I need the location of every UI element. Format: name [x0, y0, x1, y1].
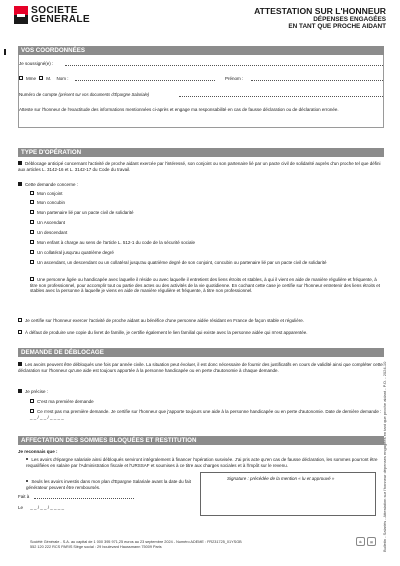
fait-label: Fait à: [18, 494, 30, 499]
margin-mark: [4, 49, 6, 55]
soussigne-field[interactable]: [65, 65, 383, 66]
logo-text-line1: SOCIETE: [31, 5, 78, 16]
soussigne-label: Je soussigné(e) :: [19, 61, 54, 66]
le-label: Le: [18, 505, 24, 510]
mme-checkbox[interactable]: [19, 76, 23, 80]
deblocage-desc: Les avoirs peuvent être débloqués une fois par année civile. La situation peut évoluer, il est donc nécessaire de fournir des justificatifs en cours de validité ainsi que compléter cette déclaration sur l'honneur qu'une aide est toujours apportée à la personne handicapée ou en perte d'autonomie à chaque demande.: [18, 362, 383, 373]
mme-label: Mme: [26, 76, 36, 81]
defaut-checkbox[interactable]: [18, 330, 22, 334]
option-collateral[interactable]: Un collatéral jusqu'au quatrième degré: [30, 250, 114, 256]
recycle-icon: ♻: [356, 537, 365, 546]
certifie-item[interactable]: Je certifie sur l'honneur exercer l'activité de proche aidant au bénéfice d'une personne aidée résidant en France de façon stable et régulière.: [18, 318, 384, 324]
bullet-icon: [26, 480, 28, 482]
section-title-coordonnees: VOS COORDONNÉES: [18, 46, 384, 55]
deblocage-checkbox[interactable]: [18, 161, 22, 165]
option-checkbox[interactable]: [30, 230, 34, 234]
bullet-icon: [26, 458, 28, 460]
option-descendant[interactable]: Un descendant: [30, 230, 67, 236]
concerne-checkbox[interactable]: [18, 182, 22, 186]
fait-field[interactable]: [34, 498, 134, 499]
title-sub2: EN TANT QUE PROCHE AIDANT: [288, 23, 386, 31]
precise-label: Je précise :: [25, 389, 49, 394]
option-ascendant[interactable]: Un Ascendant: [30, 220, 65, 226]
compte-note: (présent sur vos documents d'Épargne Salariale): [58, 92, 150, 97]
m-label: M.: [46, 76, 52, 81]
precise-mark: [18, 389, 22, 393]
signature-label: Signature : précédée de la mention « lu et approuvé »: [227, 476, 335, 481]
logo-mark-icon: [14, 6, 28, 24]
option-checkbox[interactable]: [30, 200, 34, 204]
option-checkbox[interactable]: [30, 260, 34, 264]
affectation-bullet-1: Les avoirs d'épargne salariale ainsi débloqués serviront intégralement à financer l'opération susvisée. J'ai pris acte qu'en cas de fausse déclaration, les sommes pourront être requalifiées en salaire par l'Administration fiscale et l'URSSAF et soumises à ce titre aux charges sociales et à l'impôt sur le revenu.: [26, 457, 378, 468]
first-request-option[interactable]: C'est ma première demande: [30, 399, 94, 405]
title-sub1: DÉPENSES ENGAGÉES: [313, 16, 386, 23]
footer-line1: Société Générale - S.A. au capital de 1 000 395 971,25 euros au 23 septembre 2024 - Numéro ADEME : FR231725_01YSGB: [30, 540, 242, 544]
option-famille-conjoint[interactable]: Un ascendant, un descendant ou un collatéral jusqu'au quatrième degré de son conjoint, concubin ou partenaire lié par un pacte civil de solidarité: [30, 260, 384, 266]
option-checkbox[interactable]: [30, 240, 34, 244]
option-checkbox[interactable]: [30, 250, 34, 254]
option-pacs[interactable]: Mon partenaire lié par un pacte civil de solidarité: [30, 210, 134, 216]
affectation-bullet-2: Seuls les avoirs investis dans mon plan d'Epargne Salariale avant la date du fait générateur peuvent être remboursés.: [26, 479, 191, 490]
document-icon: ▤: [367, 537, 376, 546]
option-conjoint[interactable]: Mon conjoint: [30, 191, 63, 197]
deblocage-info-mark: [18, 362, 22, 366]
footer-line2: 552 120 222 RCS PARIS Siège social : 29 boulevard Haussmann 75009 Paris: [30, 544, 162, 549]
last-request-date-field[interactable]: _ _ / _ _ / _ _ _ _: [30, 414, 64, 420]
prenom-label: Prénom :: [225, 76, 244, 81]
document-title: [254, 6, 386, 31]
section-affectation: [18, 436, 384, 445]
societe-generale-logo: [14, 6, 96, 36]
option-checkbox[interactable]: [30, 277, 34, 281]
first-request-checkbox[interactable]: [30, 399, 34, 403]
defaut-item[interactable]: À défaut de produire une copie du livret de famille, je certifie également le lien familial qui existe avec la personne aidée qui m'est apparentée.: [18, 330, 384, 336]
certifie-checkbox[interactable]: [18, 318, 22, 322]
prenom-field[interactable]: [251, 80, 383, 81]
signature-box[interactable]: [200, 472, 376, 516]
operation-desc: Déblocage anticipé concernant l'activité de proche aidant exercée par l'intéressé, son conjoint ou son partenaire lié par un pacte civil de solidarité auprès d'un proche tel que défini aux articles L. 3142-16 et L. 3142-17 du Code du travail.: [18, 161, 381, 172]
reconnais-label: Je reconnais que :: [18, 449, 58, 454]
section-title-deblocage: DEMANDE DE DÉBLOCAGE: [18, 348, 384, 357]
section-operation: [18, 148, 384, 157]
option-personne-agee[interactable]: Une personne âgée ou handicapée avec laquelle il réside ou avec laquelle il entretient des liens étroits et stables, à qui il vient en aide de manière régulière et fréquente, à titre non professionnel, pour accomplir tout ou partie des actes ou des activités de la vie quotidienne. En cochant cette case je certifie sur l'honneur entretenir des liens étroits et stables avec la personne à laquelle je viens en aide de manière régulière et fréquente, à titre non professionnel.: [30, 277, 381, 294]
concerne-label: Cette demande concerne :: [25, 182, 79, 187]
option-concubin[interactable]: Mon concubin: [30, 200, 65, 206]
nom-field[interactable]: [75, 80, 215, 81]
option-enfant[interactable]: Mon enfant à charge au sens de l'article L. 512-1 du code de la sécurité sociale: [30, 240, 195, 246]
section-deblocage: [18, 348, 384, 357]
compte-label: Numéro de compte: [19, 92, 58, 97]
m-checkbox[interactable]: [39, 76, 43, 80]
option-checkbox[interactable]: [30, 220, 34, 224]
compte-field[interactable]: [179, 96, 383, 97]
not-first-request-option[interactable]: Ce n'est pas ma première demande. Je certifie sur l'honneur que j'apporte toujours une aide à la personne handicapée ou en perte d'autonomie. Date de dernière demande : _ _ / _ _ / _ _ _ _: [30, 409, 382, 420]
le-date-field[interactable]: _ _ / _ _ / _ _ _ _: [30, 505, 65, 510]
option-checkbox[interactable]: [30, 191, 34, 195]
section-title-operation: TYPE D'OPÉRATION: [18, 148, 384, 157]
logo-text-line2: GENERALE: [31, 14, 91, 25]
section-title-affectation: AFFECTATION DES SOMMES BLOQUÉES ET RESTITUTION: [18, 436, 384, 445]
footer: [30, 540, 242, 550]
side-reference-text: Bulletin - Salariés - Attestation sur l'honneur dépenses engagées en tant que proche aidant - P.O. - 2024-10: [382, 361, 387, 552]
not-first-request-checkbox[interactable]: [30, 409, 34, 413]
section-coordonnees: [18, 46, 384, 128]
option-checkbox[interactable]: [30, 210, 34, 214]
title-main: ATTESTATION SUR L'HONNEUR: [254, 6, 386, 16]
nom-label: Nom :: [56, 76, 69, 81]
attest-text: Atteste sur l'honneur de l'exactitude des informations mentionnées ci-après et engage ma responsabilité en cas de fausse déclaration ou de déclaration erronée.: [19, 107, 339, 112]
